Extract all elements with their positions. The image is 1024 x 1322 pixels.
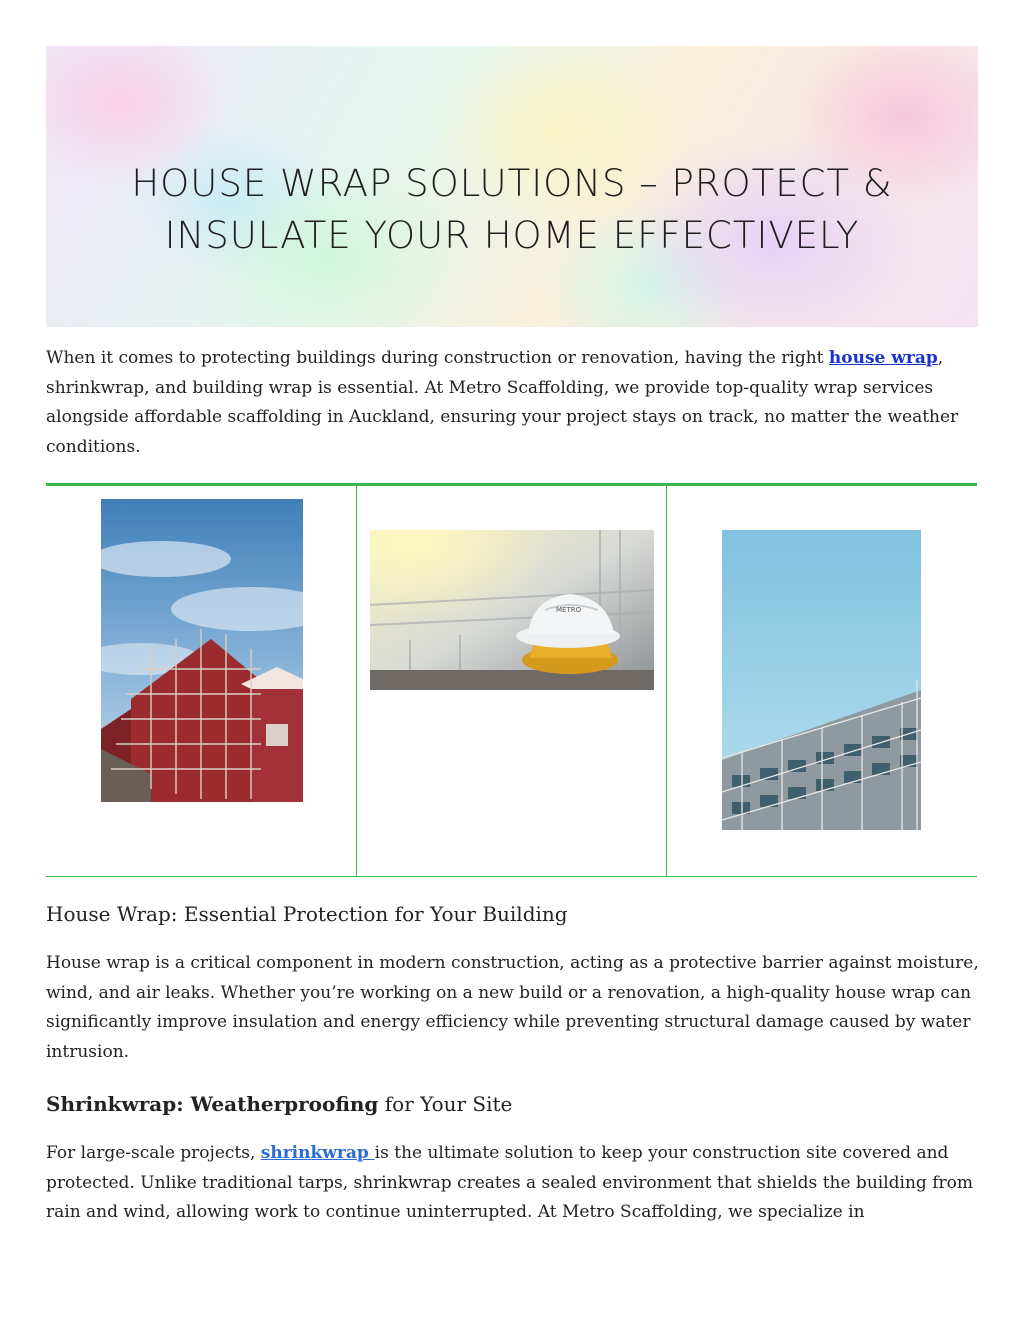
- intro-paragraph: [46, 344, 982, 462]
- house-wrap-heading: House Wrap: Essential Protection for Your Building: [46, 902, 568, 926]
- red-building-scaffolding-photo: [101, 499, 303, 802]
- intro-text-start: When it comes to protecting buildings during construction or renovation, having the right: [46, 348, 829, 368]
- house-wrap-paragraph: House wrap is a critical component in modern construction, acting as a protective barrier against moisture, wind, and air leaks. Whether you’re working on a new build or a renovation, a high-quality house wrap can significantly improve insulation and energy efficiency while preventing structural damage caused by water intrusion.: [46, 953, 979, 1062]
- gallery-cell-2: [356, 486, 667, 876]
- shrinkwrap-heading: [46, 1092, 512, 1116]
- gallery-cell-3: [666, 486, 977, 876]
- high-rise-scaffolding-photo: [722, 530, 921, 830]
- shrinkwrap-heading-bold: Shrinkwrap: Weatherproofing: [46, 1092, 379, 1116]
- intro-text-end: , shrinkwrap, and building wrap is essential. At Metro Scaffolding, we provide top-quality wrap services alongside affordable scaffolding in Auckland, ensuring your project stays on track, no matter the weather conditions.: [46, 348, 959, 457]
- shrinkwrap-text-end: is the ultimate solution to keep your construction site covered and protected. Unlike traditional tarps, shrinkwrap creates a sealed environment that shields the building from rain and wind, allowing work to continue uninterrupted. At Metro Scaffolding, we specialize in: [46, 1143, 973, 1222]
- house-wrap-link[interactable]: house wrap: [828, 348, 938, 368]
- title-line-2: INSULATE YOUR HOME EFFECTIVELY: [164, 214, 860, 257]
- page-title: [46, 158, 978, 262]
- header-banner: [46, 46, 978, 327]
- shrinkwrap-heading-rest: for Your Site: [378, 1092, 513, 1116]
- shrinkwrap-link[interactable]: shrinkwrap: [260, 1143, 375, 1163]
- helmet-text: METRO: [555, 606, 581, 614]
- shrinkwrap-text-start: For large-scale projects,: [46, 1143, 261, 1163]
- gallery-cell-1: [46, 486, 356, 876]
- hard-hats-photo: [370, 530, 654, 690]
- image-gallery: [46, 483, 977, 877]
- title-line-1: HOUSE WRAP SOLUTIONS – PROTECT &: [131, 162, 893, 205]
- shrinkwrap-paragraph: [46, 1139, 982, 1228]
